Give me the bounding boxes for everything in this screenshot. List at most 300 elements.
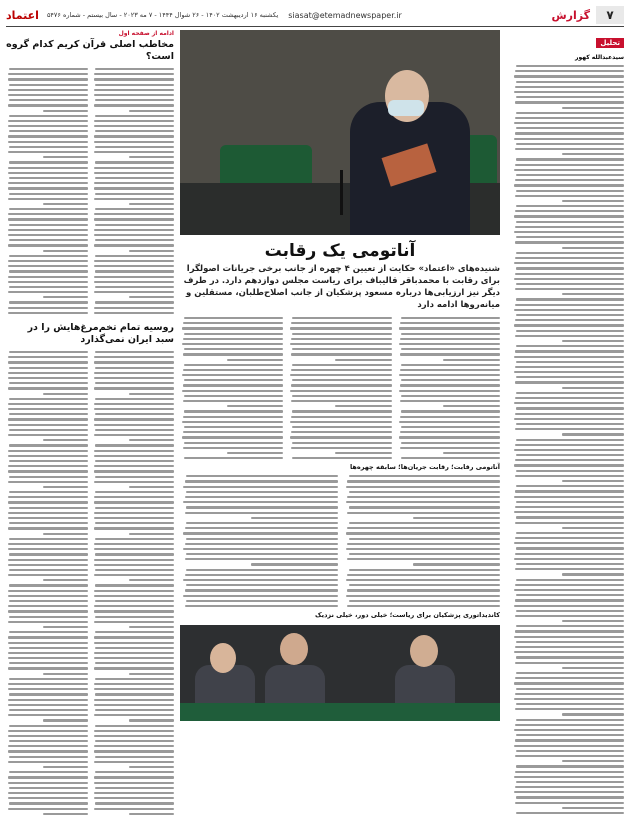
text-line bbox=[515, 708, 624, 710]
website-email[interactable]: siasat@etemadnewspaper.ir bbox=[288, 10, 402, 20]
text-line bbox=[400, 353, 500, 355]
text-line bbox=[516, 594, 624, 596]
text-line bbox=[9, 239, 88, 241]
text-line bbox=[515, 132, 624, 134]
text-line bbox=[9, 255, 88, 257]
text-line bbox=[183, 384, 283, 386]
text-line bbox=[94, 424, 174, 426]
text-line bbox=[9, 584, 88, 586]
text-line bbox=[514, 231, 624, 233]
text-line bbox=[515, 70, 624, 72]
text-line bbox=[94, 590, 174, 592]
text-line bbox=[8, 590, 88, 592]
text-line bbox=[129, 393, 174, 395]
text-line bbox=[514, 682, 624, 684]
text-line bbox=[9, 115, 88, 117]
text-line bbox=[8, 750, 88, 752]
text-line bbox=[516, 236, 624, 238]
text-line bbox=[129, 156, 174, 158]
text-line bbox=[516, 812, 624, 814]
text-line bbox=[515, 677, 624, 679]
text-line bbox=[95, 725, 174, 727]
text-line bbox=[95, 84, 174, 86]
text-line bbox=[400, 431, 500, 433]
text-line bbox=[251, 517, 338, 519]
dateline: یکشنبه ۱۶ اردیبهشت ۱۴۰۲ - ۲۶ شوال ۱۴۴۴ - ۷ مه ۲۰۲۳ - سال بیستم - شماره ۵۴۷۶ bbox=[46, 11, 279, 19]
text-line bbox=[227, 452, 284, 454]
text-line bbox=[185, 480, 338, 482]
text-line bbox=[8, 481, 88, 483]
text-line bbox=[95, 584, 174, 586]
text-line bbox=[562, 153, 624, 155]
article-body-right bbox=[512, 65, 624, 816]
text-line bbox=[516, 205, 624, 207]
text-line bbox=[9, 771, 88, 773]
text-line bbox=[95, 662, 174, 664]
text-line bbox=[43, 813, 88, 815]
text-line bbox=[95, 177, 174, 179]
text-line bbox=[291, 431, 391, 433]
text-line bbox=[227, 405, 284, 407]
text-line bbox=[8, 517, 88, 519]
text-line bbox=[9, 146, 88, 148]
text-line bbox=[95, 491, 174, 493]
text-line bbox=[182, 327, 283, 329]
text-line bbox=[514, 558, 624, 560]
text-line bbox=[562, 200, 624, 202]
text-line bbox=[9, 538, 88, 540]
text-line bbox=[94, 517, 174, 519]
text-line bbox=[8, 356, 88, 358]
text-line bbox=[515, 802, 624, 804]
text-line bbox=[183, 400, 283, 402]
text-line bbox=[94, 125, 174, 127]
text-line bbox=[94, 501, 174, 503]
text-line bbox=[349, 506, 500, 508]
text-line bbox=[347, 574, 500, 576]
text-line bbox=[9, 84, 88, 86]
text-line bbox=[562, 667, 624, 669]
text-line bbox=[516, 625, 624, 627]
text-line bbox=[9, 709, 88, 711]
text-line bbox=[183, 579, 337, 581]
text-line bbox=[184, 348, 283, 350]
text-line bbox=[184, 317, 283, 319]
text-line bbox=[515, 522, 624, 524]
text-line bbox=[182, 343, 283, 345]
text-line bbox=[514, 698, 624, 700]
text-line bbox=[95, 693, 174, 695]
text-line bbox=[401, 317, 500, 319]
text-line bbox=[8, 548, 88, 550]
text-line bbox=[8, 652, 88, 654]
text-line bbox=[516, 454, 624, 456]
text-line bbox=[515, 195, 624, 197]
text-line bbox=[516, 81, 624, 83]
text-line bbox=[516, 688, 624, 690]
text-line bbox=[94, 512, 174, 514]
text-line bbox=[95, 553, 174, 555]
text-line bbox=[562, 340, 624, 342]
text-line bbox=[349, 584, 500, 586]
text-line bbox=[516, 65, 624, 67]
center-col-1 bbox=[397, 317, 500, 459]
text-line bbox=[129, 813, 174, 815]
text-line bbox=[515, 397, 624, 399]
text-line bbox=[43, 486, 88, 488]
text-line bbox=[8, 265, 88, 267]
text-line bbox=[516, 501, 624, 503]
text-line bbox=[129, 486, 174, 488]
text-line bbox=[562, 387, 624, 389]
text-line bbox=[185, 527, 338, 529]
text-line bbox=[9, 631, 88, 633]
text-line bbox=[516, 267, 624, 269]
text-line bbox=[514, 589, 624, 591]
text-line bbox=[562, 620, 624, 622]
text-line bbox=[514, 215, 624, 217]
text-line bbox=[94, 307, 174, 309]
text-line bbox=[346, 532, 500, 534]
text-line bbox=[182, 390, 283, 392]
text-line bbox=[514, 542, 624, 544]
text-line bbox=[94, 387, 174, 389]
text-line bbox=[8, 559, 88, 561]
text-line bbox=[186, 506, 337, 508]
text-line bbox=[514, 511, 624, 513]
text-line bbox=[129, 673, 174, 675]
text-line bbox=[183, 416, 283, 418]
text-line bbox=[514, 371, 624, 373]
text-line bbox=[401, 426, 500, 428]
text-line bbox=[515, 630, 624, 632]
text-line bbox=[94, 141, 174, 143]
text-line bbox=[95, 802, 174, 804]
text-line bbox=[8, 501, 88, 503]
text-line bbox=[401, 395, 500, 397]
text-line bbox=[516, 470, 624, 472]
text-line bbox=[8, 512, 88, 514]
text-line bbox=[186, 491, 337, 493]
text-line bbox=[94, 312, 174, 314]
text-line bbox=[9, 351, 88, 353]
text-line bbox=[8, 564, 88, 566]
lawmakers-photo bbox=[180, 625, 500, 721]
text-line bbox=[183, 338, 283, 340]
text-line bbox=[8, 135, 88, 137]
text-line bbox=[94, 605, 174, 607]
left-body-3 bbox=[92, 351, 174, 815]
text-line bbox=[514, 745, 624, 747]
text-line bbox=[8, 377, 88, 379]
text-line bbox=[8, 636, 88, 638]
left-column bbox=[6, 30, 174, 816]
text-line bbox=[346, 501, 500, 503]
text-line bbox=[515, 117, 624, 119]
text-line bbox=[94, 94, 174, 96]
left-body-4 bbox=[6, 351, 88, 815]
text-line bbox=[400, 322, 500, 324]
text-line bbox=[562, 293, 624, 295]
text-line bbox=[514, 636, 624, 638]
text-line bbox=[562, 480, 624, 482]
text-line bbox=[8, 642, 88, 644]
text-line bbox=[94, 187, 174, 189]
text-line bbox=[94, 610, 174, 612]
text-line bbox=[514, 138, 624, 140]
text-line bbox=[94, 260, 174, 262]
text-line bbox=[401, 364, 500, 366]
text-line bbox=[43, 393, 88, 395]
text-line bbox=[95, 286, 174, 288]
text-line bbox=[9, 444, 88, 446]
text-line bbox=[94, 377, 174, 379]
text-line bbox=[94, 182, 174, 184]
text-line bbox=[43, 673, 88, 675]
text-line bbox=[186, 569, 337, 571]
text-line bbox=[514, 278, 624, 280]
text-line bbox=[515, 444, 624, 446]
text-line bbox=[184, 379, 283, 381]
text-line bbox=[514, 356, 624, 358]
text-line bbox=[8, 198, 88, 200]
text-line bbox=[9, 130, 88, 132]
text-line bbox=[291, 400, 391, 402]
text-line bbox=[8, 543, 88, 545]
text-line bbox=[8, 372, 88, 374]
text-line bbox=[94, 198, 174, 200]
text-line bbox=[8, 595, 88, 597]
text-line bbox=[8, 496, 88, 498]
text-line bbox=[9, 177, 88, 179]
text-line bbox=[95, 68, 174, 70]
text-line bbox=[43, 766, 88, 768]
text-line bbox=[94, 291, 174, 293]
text-line bbox=[94, 265, 174, 267]
text-line bbox=[94, 372, 174, 374]
text-line bbox=[94, 564, 174, 566]
text-line bbox=[183, 532, 337, 534]
text-line bbox=[94, 276, 174, 278]
text-line bbox=[516, 190, 624, 192]
text-line bbox=[8, 782, 88, 784]
text-line bbox=[401, 379, 500, 381]
text-line bbox=[184, 410, 283, 412]
text-line bbox=[185, 496, 338, 498]
text-line bbox=[251, 563, 338, 565]
text-line bbox=[95, 647, 174, 649]
text-line bbox=[43, 533, 88, 535]
text-line bbox=[514, 449, 624, 451]
text-line bbox=[9, 491, 88, 493]
text-line bbox=[347, 512, 500, 514]
text-line bbox=[400, 384, 500, 386]
text-line bbox=[399, 390, 500, 392]
text-line bbox=[516, 252, 624, 254]
right-column bbox=[512, 30, 624, 816]
text-line bbox=[8, 167, 88, 169]
text-line bbox=[94, 172, 174, 174]
text-line bbox=[413, 517, 500, 519]
text-line bbox=[292, 457, 391, 459]
text-line bbox=[9, 507, 88, 509]
text-line bbox=[515, 273, 624, 275]
center-col-3 bbox=[180, 317, 283, 459]
text-line bbox=[43, 579, 88, 581]
text-line bbox=[8, 387, 88, 389]
text-line bbox=[95, 429, 174, 431]
text-line bbox=[185, 574, 338, 576]
text-line bbox=[346, 579, 500, 581]
text-line bbox=[95, 507, 174, 509]
text-line bbox=[183, 447, 283, 449]
text-line bbox=[94, 434, 174, 436]
text-line bbox=[95, 631, 174, 633]
text-line bbox=[95, 99, 174, 101]
text-line bbox=[401, 410, 500, 412]
text-line bbox=[516, 719, 624, 721]
text-line bbox=[515, 724, 624, 726]
text-line bbox=[95, 270, 174, 272]
text-line bbox=[43, 626, 88, 628]
text-line bbox=[562, 433, 624, 435]
text-line bbox=[516, 516, 624, 518]
text-line bbox=[413, 563, 500, 565]
text-line bbox=[8, 94, 88, 96]
text-line bbox=[516, 579, 624, 581]
text-line bbox=[516, 439, 624, 441]
page-number: ۷ bbox=[596, 6, 624, 24]
text-line bbox=[335, 359, 392, 361]
text-line bbox=[8, 465, 88, 467]
text-line bbox=[9, 740, 88, 742]
text-line bbox=[185, 589, 338, 591]
text-line bbox=[8, 683, 88, 685]
text-line bbox=[291, 353, 391, 355]
text-line bbox=[562, 527, 624, 529]
text-line bbox=[515, 304, 624, 306]
text-line bbox=[9, 476, 88, 478]
text-line bbox=[95, 538, 174, 540]
text-line bbox=[516, 298, 624, 300]
text-line bbox=[514, 729, 624, 731]
text-line bbox=[400, 338, 500, 340]
text-line bbox=[516, 703, 624, 705]
text-line bbox=[349, 569, 500, 571]
text-line bbox=[94, 683, 174, 685]
text-line bbox=[8, 218, 88, 220]
text-line bbox=[9, 553, 88, 555]
left-headline-2: روسیه تمام تخم‌مرغ‌هایش را در سبد ایران نمی‌گذارد bbox=[27, 322, 174, 345]
text-line bbox=[8, 307, 88, 309]
text-line bbox=[562, 247, 624, 249]
text-line bbox=[9, 429, 88, 431]
text-line bbox=[516, 781, 624, 783]
text-line bbox=[516, 610, 624, 612]
text-line bbox=[95, 301, 174, 303]
text-line bbox=[43, 296, 88, 298]
text-line bbox=[562, 573, 624, 575]
text-line bbox=[9, 647, 88, 649]
text-line bbox=[515, 148, 624, 150]
text-line bbox=[514, 122, 624, 124]
text-line bbox=[43, 203, 88, 205]
text-line bbox=[94, 761, 174, 763]
text-line bbox=[227, 359, 284, 361]
text-line bbox=[335, 452, 392, 454]
text-line bbox=[516, 656, 624, 658]
text-line bbox=[9, 301, 88, 303]
text-line bbox=[514, 418, 624, 420]
text-line bbox=[8, 610, 88, 612]
text-line bbox=[183, 353, 283, 355]
text-line bbox=[515, 490, 624, 492]
text-line bbox=[8, 151, 88, 153]
text-line bbox=[515, 771, 624, 773]
text-line bbox=[347, 558, 500, 560]
text-line bbox=[515, 584, 624, 586]
text-line bbox=[443, 452, 500, 454]
text-line bbox=[401, 442, 500, 444]
text-line bbox=[292, 442, 391, 444]
text-line bbox=[94, 792, 174, 794]
text-line bbox=[184, 395, 283, 397]
text-line bbox=[43, 250, 88, 252]
text-line bbox=[516, 423, 624, 425]
text-line bbox=[514, 651, 624, 653]
text-line bbox=[94, 73, 174, 75]
text-line bbox=[8, 730, 88, 732]
text-line bbox=[515, 739, 624, 741]
text-line bbox=[94, 151, 174, 153]
text-line bbox=[515, 319, 624, 321]
text-line bbox=[129, 579, 174, 581]
text-line bbox=[515, 755, 624, 757]
text-line bbox=[291, 322, 391, 324]
text-line bbox=[95, 161, 174, 163]
text-line bbox=[94, 218, 174, 220]
text-line bbox=[516, 765, 624, 767]
text-line bbox=[400, 447, 500, 449]
text-line bbox=[514, 91, 624, 93]
text-line bbox=[95, 208, 174, 210]
text-line bbox=[94, 450, 174, 452]
text-line bbox=[292, 348, 391, 350]
text-line bbox=[94, 735, 174, 737]
text-line bbox=[8, 73, 88, 75]
text-line bbox=[516, 532, 624, 534]
text-line bbox=[94, 636, 174, 638]
text-line bbox=[347, 589, 500, 591]
text-line bbox=[347, 605, 500, 607]
text-line bbox=[182, 421, 283, 423]
text-line bbox=[95, 709, 174, 711]
text-line bbox=[95, 351, 174, 353]
text-line bbox=[516, 547, 624, 549]
text-line bbox=[94, 234, 174, 236]
text-line bbox=[8, 745, 88, 747]
subhead-2: کاندیداتوری پزشکیان برای ریاست؛ خیلی دور، خیلی نزدیک bbox=[315, 611, 500, 620]
text-line bbox=[129, 719, 174, 721]
text-line bbox=[515, 506, 624, 508]
text-line bbox=[8, 141, 88, 143]
text-line bbox=[8, 104, 88, 106]
text-line bbox=[94, 776, 174, 778]
text-line bbox=[95, 367, 174, 369]
text-line bbox=[94, 714, 174, 716]
text-line bbox=[9, 802, 88, 804]
text-line bbox=[94, 361, 174, 363]
